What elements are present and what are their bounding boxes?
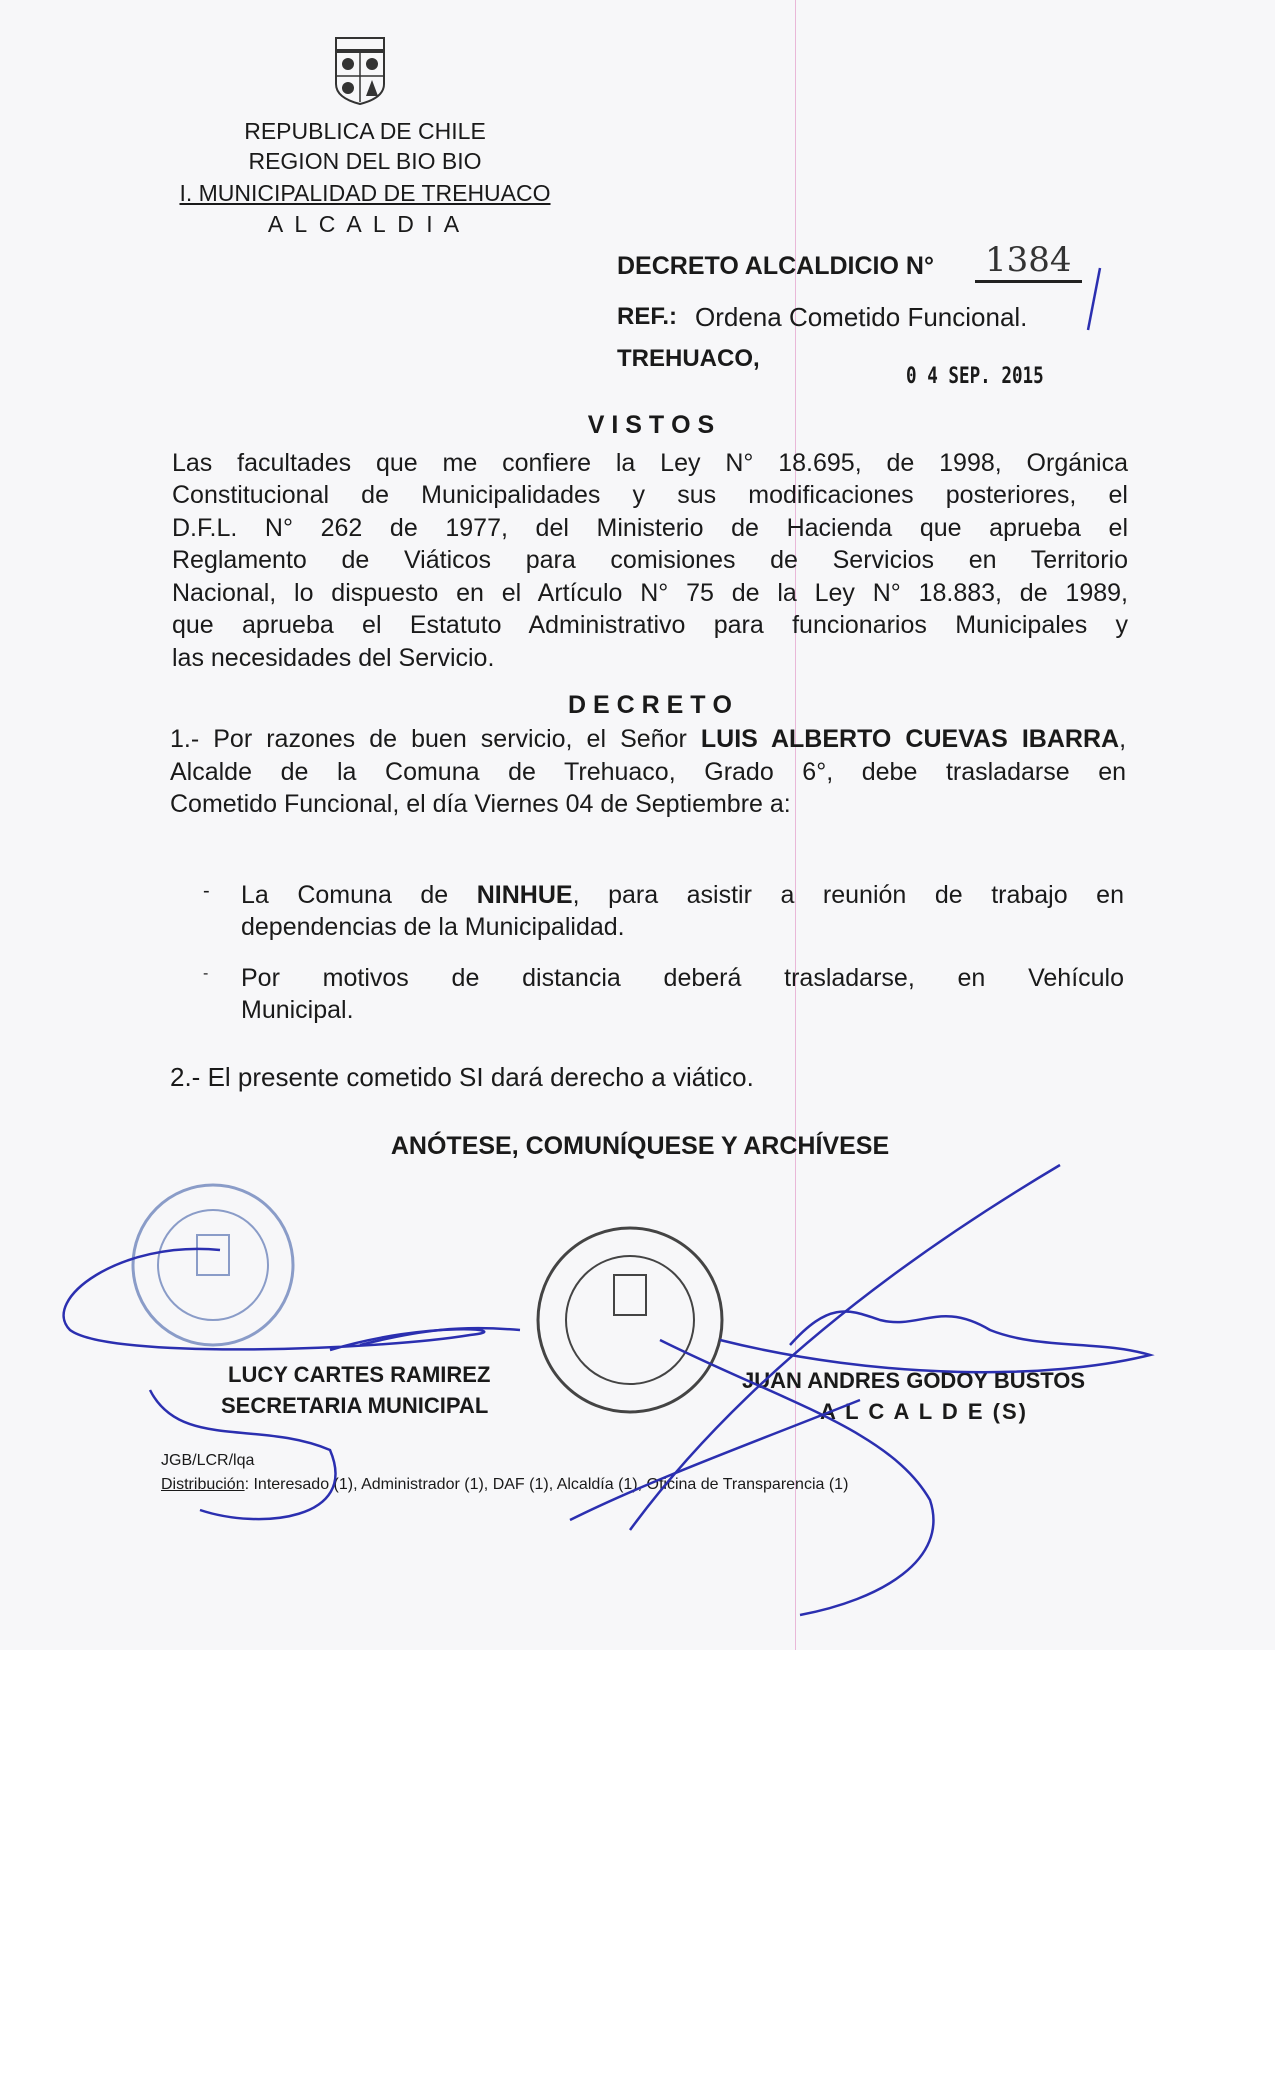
bullet1-text-post: , para asistir a reunión de trabajo en: [572, 881, 1124, 909]
header-region: REGION DEL BIO BIO: [248, 148, 482, 174]
vistos-line: Constitucional de Municipalidades y sus modificaciones posteriores, el: [172, 481, 1128, 509]
place: TREHUACO,: [617, 345, 760, 372]
secretary-title: SECRETARIA MUNICIPAL: [221, 1393, 489, 1418]
vistos-line: D.F.L. N° 262 de 1977, del Ministerio de Hacienda que aprueba el: [172, 514, 1128, 542]
bullet-dash: -: [203, 880, 210, 902]
vistos-line: que aprueba el Estatuto Administrativo para funcionarios Municipales y: [172, 611, 1128, 639]
vistos-line: Nacional, lo dispuesto en el Artículo N° 75 de la Ley N° 18.883, de 1989,: [172, 579, 1128, 607]
item1-comma: ,: [1119, 725, 1127, 753]
decree-label: DECRETO ALCALDICIO N°: [617, 252, 934, 280]
date-stamp: 0 4 SEP. 2015: [906, 364, 1044, 389]
vistos-title: V I S T O S: [587, 411, 715, 439]
official-name: LUIS ALBERTO CUEVAS IBARRA: [700, 725, 1120, 753]
destination-name: NINHUE: [476, 881, 573, 909]
vistos-line: Reglamento de Viáticos para comisiones de Servicios en Territorio: [172, 546, 1128, 574]
vistos-line: Las facultades que me confiere la Ley N° 18.695, de 1998, Orgánica: [172, 449, 1128, 477]
distribution-label: Distribución: [161, 1476, 245, 1493]
item1-line2: Alcalde de la Comuna de Trehuaco, Grado 6°, debe trasladarse en: [170, 758, 1126, 786]
mayor-title: A L C A L D E (S): [820, 1399, 1028, 1424]
vistos-line: las necesidades del Servicio.: [172, 644, 495, 672]
bullet-dash: -: [203, 965, 209, 982]
bullet2-line1: Por motivos de distancia deberá trasladarse, en Vehículo: [241, 964, 1124, 992]
decree-number: 1384: [975, 240, 1082, 283]
bullet2-line2: Municipal.: [241, 996, 354, 1024]
item2: 2.- El presente cometido SI dará derecho a viático.: [170, 1062, 754, 1092]
bullet1-text: La Comuna de: [241, 881, 477, 909]
secretary-name: LUCY CARTES RAMIREZ: [228, 1362, 491, 1387]
item1-line3: Cometido Funcional, el día Viernes 04 de Septiembre a:: [170, 790, 791, 818]
item1-text: 1.- Por razones de buen servicio, el Señor: [170, 725, 701, 753]
bullet1-line2: dependencias de la Municipalidad.: [241, 913, 625, 941]
initials: JGB/LCR/lqa: [161, 1452, 255, 1469]
decreto-title: D E C R E T O: [568, 691, 732, 719]
mayor-name: JUAN ANDRES GODOY BUSTOS: [742, 1368, 1086, 1393]
distribution-text: : Interesado (1), Administrador (1), DAF (1), Alcaldía (1), Oficina de Transparencia (1): [244, 1476, 849, 1493]
header-municipality: I. MUNICIPALIDAD DE TREHUACO: [179, 180, 551, 206]
header-alcaldia: A L C A L D I A: [267, 211, 463, 237]
header-republic: REPUBLICA DE CHILE: [244, 118, 486, 144]
ref-label: REF.:: [617, 303, 677, 330]
ref-text: Ordena Cometido Funcional.: [695, 302, 1028, 332]
closing-formula: ANÓTESE, COMUNÍQUESE Y ARCHÍVESE: [390, 1132, 890, 1160]
